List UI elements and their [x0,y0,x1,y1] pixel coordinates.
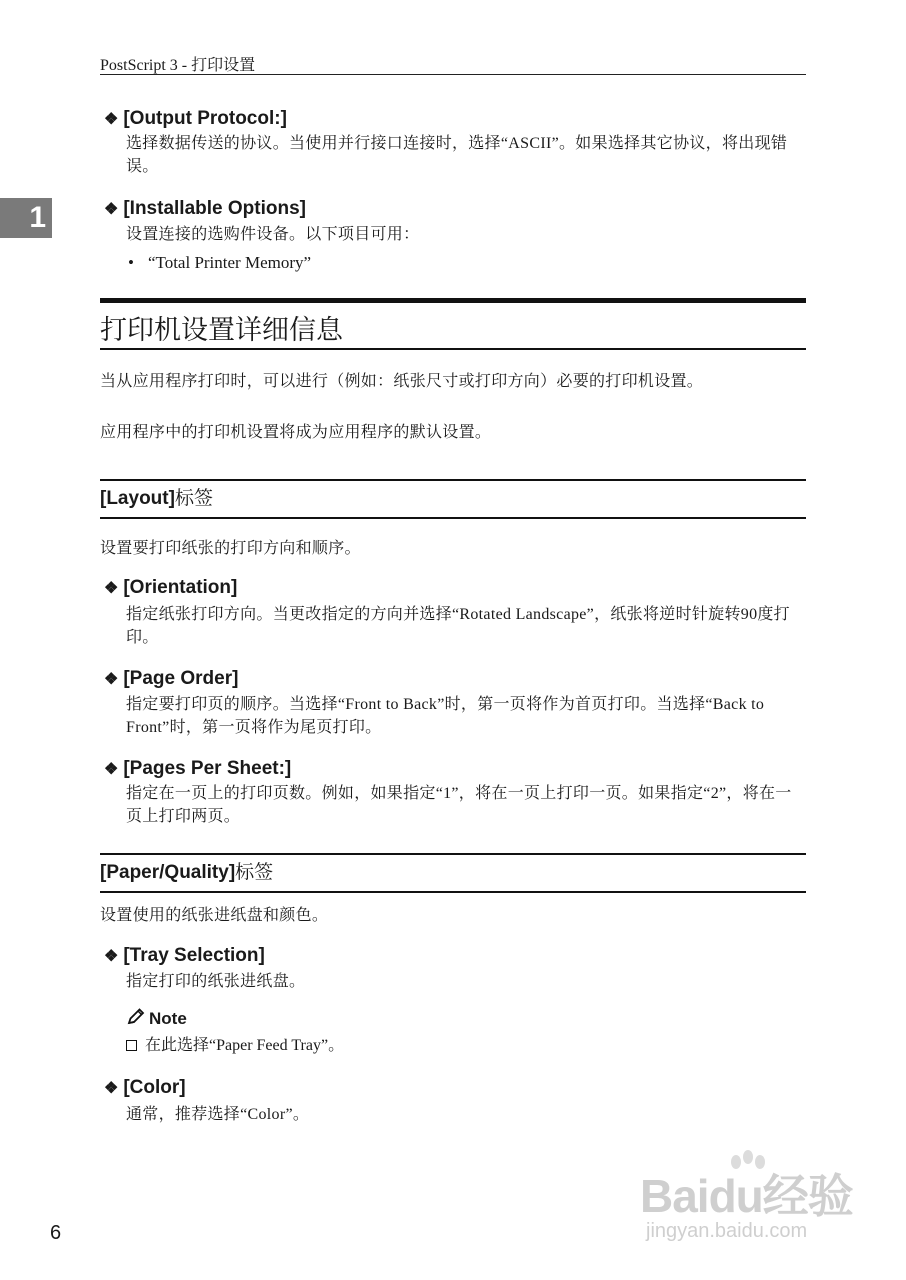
item-label: [Page Order] [123,668,239,689]
item-page-order [104,668,238,691]
diamond-bullet-icon: ❖ [104,761,119,778]
diamond-bullet-icon: ❖ [104,580,119,597]
watermark-brand: Baidu经验 [640,1170,853,1222]
item-description: 指定要打印页的顺序。当选择“Front to Back”时，第一页将作为首页打印。当选择“Back to Front”时，第一页将作为尾页打印。 [126,696,765,736]
diamond-bullet-icon: ❖ [104,201,119,218]
item-label: [Orientation] [123,577,238,598]
bullet-text: “Total Printer Memory” [147,253,312,272]
item-description: 设置连接的选购件设备。以下项目可用： [126,226,420,243]
subsection-intro: 设置使用的纸张进纸盘和颜色。 [100,907,329,924]
section-title: 打印机设置详细信息 [100,315,343,346]
item-orientation [104,577,237,600]
subsection-title-rest: 标签 [235,862,274,883]
section-paragraph: 当从应用程序打印时，可以进行（例如：纸张尺寸或打印方向）必要的打印机设置。 [100,373,704,390]
note-item [126,1034,344,1057]
chapter-tab: 1 [0,198,52,238]
subsection-title-layout [100,487,213,511]
bullet-item [128,253,311,273]
subsection-rule-top [100,479,806,481]
item-description: 选择数据传送的协议。当使用并行接口连接时，选择“ASCII”。如果选择其它协议，将出现错误。 [126,135,788,175]
diamond-bullet-icon: ❖ [104,671,119,688]
watermark [640,1150,870,1250]
item-description: 指定纸张打印方向。当更改指定的方向并选择“Rotated Landscape”，纸张将逆时针旋转90度打印。 [126,606,790,646]
bullet-dot-icon: • [128,253,134,272]
pencil-note-icon [126,1008,146,1026]
subsection-rule-bottom [100,891,806,893]
watermark-url: jingyan.baidu.com [646,1220,808,1242]
subsection-title-bold: [Layout] [100,488,175,509]
subsection-intro: 设置要打印纸张的打印方向和顺序。 [100,540,361,557]
item-label: [Tray Selection] [123,945,265,966]
subsection-rule-bottom [100,517,806,519]
diamond-bullet-icon: ❖ [104,111,119,128]
section-paragraph: 应用程序中的打印机设置将成为应用程序的默认设置。 [100,424,492,441]
item-description: 通常，推荐选择“Color”。 [126,1106,310,1123]
item-tray-selection [104,945,265,968]
header-rule [100,74,806,75]
item-description: 指定在一页上的打印页数。例如，如果指定“1”，将在一页上打印一页。如果指定“2”，将在一页上打印两页。 [126,785,792,825]
note-heading [126,1008,187,1029]
subsection-title-paper-quality [100,861,273,885]
running-header: PostScript 3 - 打印设置 [100,57,256,74]
checkbox-square-icon [126,1040,137,1051]
note-text: 在此选择“Paper Feed Tray”。 [145,1037,345,1054]
item-label: [Color] [123,1077,186,1098]
section-rule-thick [100,298,806,303]
diamond-bullet-icon: ❖ [104,948,119,965]
page-number: 6 [50,1222,62,1244]
item-description: 指定打印的纸张进纸盘。 [126,973,306,990]
subsection-rule-top [100,853,806,855]
note-label: Note [149,1009,187,1028]
item-pages-per-sheet [104,758,291,781]
diamond-bullet-icon: ❖ [104,1080,119,1097]
item-installable-options [104,198,306,221]
subsection-title-rest: 标签 [174,488,213,509]
subsection-title-bold: [Paper/Quality] [100,862,236,883]
item-color [104,1077,186,1100]
section-title-underline [100,348,806,350]
item-label: [Installable Options] [123,198,306,219]
item-label: [Pages Per Sheet:] [123,758,292,779]
item-output-protocol [104,108,287,131]
item-label: [Output Protocol:] [123,108,287,129]
